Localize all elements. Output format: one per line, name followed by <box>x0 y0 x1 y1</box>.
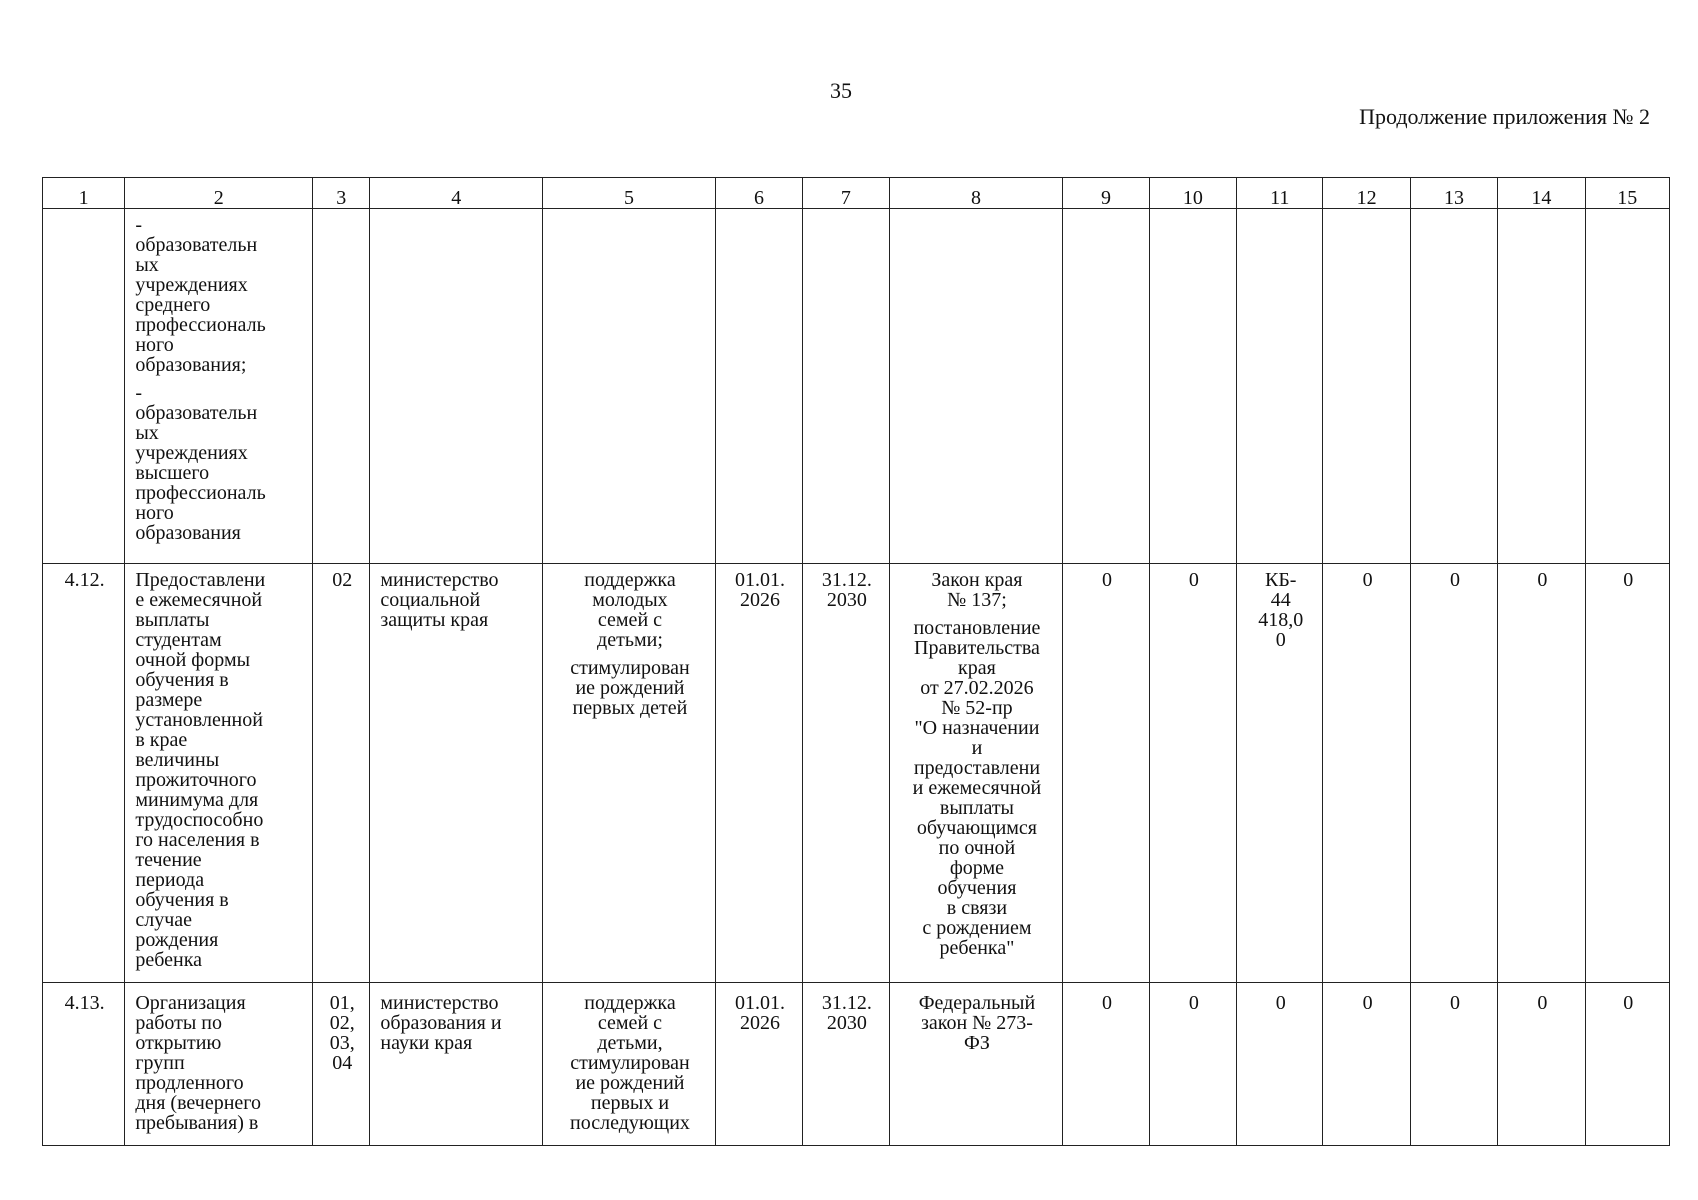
value-cell: 0 <box>1063 983 1149 1146</box>
header-cell: 10 <box>1149 178 1236 209</box>
empty-cell <box>543 209 716 564</box>
goal-cell: поддержка семей с детьми, стимулирован ие рождений первых и последующих <box>543 983 716 1146</box>
start-date-cell: 01.01. 2026 <box>715 564 802 983</box>
empty-cell <box>370 209 543 564</box>
empty-cell <box>1149 209 1236 564</box>
value-cell: КБ- 44 418,0 0 <box>1237 564 1323 983</box>
empty-cell <box>1498 209 1585 564</box>
executor-cell: министерство социальной защиты края <box>370 564 543 983</box>
legal-basis-cell: Закон края № 137; постановление Правительства края от 27.02.2026 № 52-пр "О назначении и предоставлени и ежемесячной выплаты обучающимся по очной форме обучения в связи с рождением ребенка" <box>889 564 1063 983</box>
legal-basis-cell: Федеральный закон № 273- ФЗ <box>889 983 1063 1146</box>
measure-name-text: - образовательн ых учреждениях среднего профессиональ ного образования; <box>135 214 266 376</box>
empty-cell <box>313 209 370 564</box>
header-cell: 1 <box>43 178 125 209</box>
empty-cell <box>715 209 802 564</box>
measures-table <box>42 177 1670 1146</box>
table-header-row <box>43 178 1670 209</box>
executor-cell: министерство образования и науки края <box>370 983 543 1146</box>
code-cell: 02 <box>313 564 370 983</box>
row-number-cell: 4.13. <box>43 983 125 1146</box>
page-number: 35 <box>830 78 852 103</box>
value-cell: 0 <box>1149 564 1236 983</box>
measure-name-cell <box>125 209 313 564</box>
empty-cell <box>803 209 889 564</box>
end-date-cell: 31.12. 2030 <box>803 564 889 983</box>
header-cell: 13 <box>1410 178 1497 209</box>
value-cell: 0 <box>1410 564 1497 983</box>
header-cell: 8 <box>889 178 1063 209</box>
empty-cell <box>1237 209 1323 564</box>
value-cell: 0 <box>1063 564 1149 983</box>
empty-cell <box>1585 209 1669 564</box>
value-cell: 0 <box>1149 983 1236 1146</box>
empty-cell <box>1410 209 1497 564</box>
header-cell: 12 <box>1323 178 1410 209</box>
value-cell: 0 <box>1410 983 1497 1146</box>
header-cell: 6 <box>715 178 802 209</box>
header-cell: 2 <box>125 178 313 209</box>
header-cell: 11 <box>1237 178 1323 209</box>
header-cell: 5 <box>543 178 716 209</box>
measure-name-text: - образовательн ых учреждениях высшего профессиональ ного образования <box>135 382 266 544</box>
value-cell: 0 <box>1498 564 1585 983</box>
header-cell: 9 <box>1063 178 1149 209</box>
goal-cell: поддержка молодых семей с детьми; стимулирован ие рождений первых детей <box>543 564 716 983</box>
header-cell: 7 <box>803 178 889 209</box>
table-row <box>43 209 1670 564</box>
header-cell: 15 <box>1585 178 1669 209</box>
value-cell: 0 <box>1323 564 1410 983</box>
table-row <box>43 564 1670 983</box>
value-cell: 0 <box>1498 983 1585 1146</box>
value-cell: 0 <box>1585 564 1669 983</box>
table-row <box>43 983 1670 1146</box>
row-number-cell <box>43 209 125 564</box>
header-cell: 3 <box>313 178 370 209</box>
empty-cell <box>1063 209 1149 564</box>
code-cell: 01, 02, 03, 04 <box>313 983 370 1146</box>
header-cell: 14 <box>1498 178 1585 209</box>
end-date-cell: 31.12. 2030 <box>803 983 889 1146</box>
empty-cell <box>1323 209 1410 564</box>
appendix-caption: Продолжение приложения № 2 <box>1359 104 1650 129</box>
measure-name-cell: Предоставлени е ежемесячной выплаты студентам очной формы обучения в размере установленной в крае величины прожиточного минимума для трудоспособно го населения в течение периода обучения в случае рождения ребенка <box>125 564 313 983</box>
value-cell: 0 <box>1323 983 1410 1146</box>
header-cell: 4 <box>370 178 543 209</box>
value-cell: 0 <box>1585 983 1669 1146</box>
measure-name-cell: Организация работы по открытию групп продленного дня (вечернего пребывания) в <box>125 983 313 1146</box>
start-date-cell: 01.01. 2026 <box>715 983 802 1146</box>
value-cell: 0 <box>1237 983 1323 1146</box>
empty-cell <box>889 209 1063 564</box>
row-number-cell: 4.12. <box>43 564 125 983</box>
